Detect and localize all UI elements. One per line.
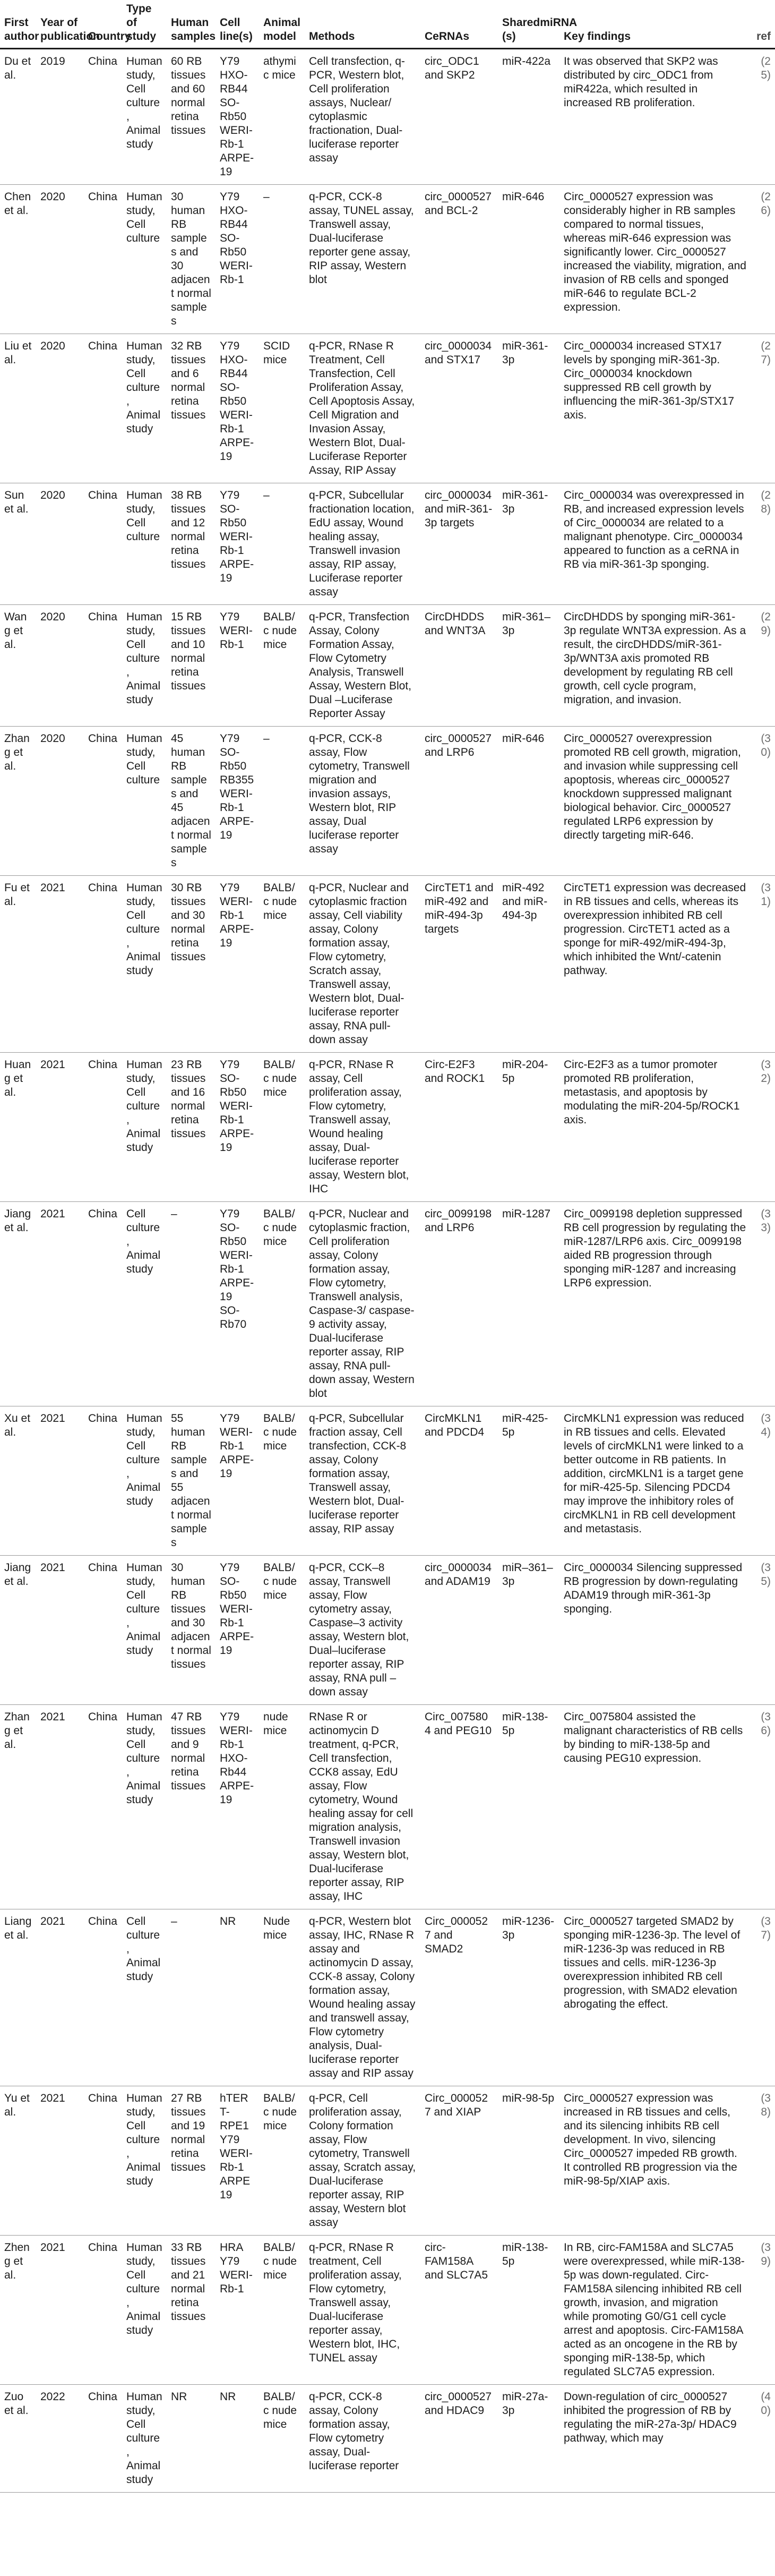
cell-cernas: circ-FAM158A and SLC7A5 — [420, 2236, 498, 2385]
cell-year: 2021 — [36, 1202, 84, 1406]
cell-cernas: Circ-E2F3 and ROCK1 — [420, 1053, 498, 1202]
cell-cernas: CircMKLN1 and PDCD4 — [420, 1406, 498, 1556]
cell-animal-model: BALB/c nude mice — [259, 1556, 305, 1705]
cell-methods: q-PCR, CCK–8 assay, Transwell assay, Flow cytometry assay, Caspase–3 activity assay, Western blot, Dual–luciferase reporter assay, RIP assay, RNA pull –down assay — [305, 1556, 420, 1705]
cell-key-findings: CircDHDDS by sponging miR-361-3p regulate WNT3A expression. As a result, the circDHDDS/miR-361-3p/WNT3A axis promoted RB development by regulating RB cell growth, cell cycle program, migration, and invasion. — [559, 605, 751, 727]
cell-animal-model: – — [259, 727, 305, 876]
cell-first-author: Du et al. — [0, 49, 36, 185]
header-ref: ref — [751, 0, 775, 49]
cell-human-samples: 45 human RB samples and 45 adjacent normal samples — [167, 727, 216, 876]
cell-shared-mirnas: miR-1287 — [498, 1202, 559, 1406]
cell-human-samples: 55 human RB samples and 55 adjacent normal samples — [167, 1406, 216, 1556]
table-row — [0, 1053, 775, 1202]
cell-cernas: circ_ODC1 and SKP2 — [420, 49, 498, 185]
cell-methods: q-PCR, CCK-8 assay, Flow cytometry, Transwell migration and invasion assays, Western blot, RIP assay, Dual luciferase reporter assay — [305, 727, 420, 876]
table-row — [0, 876, 775, 1053]
cell-ref: (37) — [751, 1909, 775, 2086]
cell-year: 2021 — [36, 1053, 84, 1202]
table-row — [0, 483, 775, 605]
cell-methods: q-PCR, Nuclear and cytoplasmic fraction assay, Cell viability assay, Colony formation assay, Flow cytometry, Scratch assay, Transwell assay, Western blot, Dual-luciferase reporter assay, RNA pull-down assay — [305, 876, 420, 1053]
table-row — [0, 727, 775, 876]
header-key-findings: Key findings — [559, 0, 751, 49]
cell-cell-lines: NR — [216, 1909, 259, 2086]
cell-human-samples: 15 RB tissues and 10 normal retina tissues — [167, 605, 216, 727]
cell-first-author: Zhang et al. — [0, 727, 36, 876]
table-row — [0, 1406, 775, 1556]
cell-ref: (32) — [751, 1053, 775, 1202]
cell-cernas: circ_0000527 and BCL-2 — [420, 185, 498, 334]
cell-year: 2021 — [36, 2236, 84, 2385]
cell-cell-lines: Y79 SO-Rb50 RB355 WERI-Rb-1 ARPE-19 — [216, 727, 259, 876]
header-methods: Methods — [305, 0, 420, 49]
cell-shared-mirnas: miR-138-5p — [498, 2236, 559, 2385]
cell-type-of-study: Human study, Cell culture, Animal study — [122, 1705, 167, 1909]
cell-shared-mirnas: miR-492 and miR-494-3p — [498, 876, 559, 1053]
cell-shared-mirnas: miR-204-5p — [498, 1053, 559, 1202]
cell-key-findings: Down-regulation of circ_0000527 inhibited the progression of RB by regulating the miR-27a-3p/ HDAC9 pathway, which may — [559, 2385, 751, 2493]
header-human-samples: Human samples — [167, 0, 216, 49]
header-animal-model: Animal model — [259, 0, 305, 49]
cell-human-samples: 30 human RB samples and 30 adjacent normal samples — [167, 185, 216, 334]
table-row — [0, 2086, 775, 2236]
cell-animal-model: BALB/c nude mice — [259, 1406, 305, 1556]
cell-ref: (30) — [751, 727, 775, 876]
cell-ref: (25) — [751, 49, 775, 185]
cell-first-author: Wang et al. — [0, 605, 36, 727]
cell-animal-model: BALB/c nude mice — [259, 1202, 305, 1406]
cell-methods: q-PCR, RNase R assay, Cell proliferation assay, Flow cytometry, Transwell assay, Wound healing assay, Dual-luciferase reporter assay, Western blot, IHC — [305, 1053, 420, 1202]
cell-country: China — [84, 876, 122, 1053]
cell-human-samples: NR — [167, 2385, 216, 2493]
cell-key-findings: Circ_0075804 assisted the malignant characteristics of RB cells by binding to miR-138-5p and causing PEG10 expression. — [559, 1705, 751, 1909]
cell-country: China — [84, 49, 122, 185]
cell-animal-model: BALB/c nude mice — [259, 1053, 305, 1202]
cell-year: 2020 — [36, 483, 84, 605]
cell-cernas: CircDHDDS and WNT3A — [420, 605, 498, 727]
cell-human-samples: 47 RB tissues and 9 normal retina tissues — [167, 1705, 216, 1909]
cell-animal-model: BALB/c nude mice — [259, 2086, 305, 2236]
cell-cell-lines: Y79 HXO-RB44 SO-Rb50 WERI-Rb-1 ARPE-19 — [216, 49, 259, 185]
table-row — [0, 2385, 775, 2493]
cell-ref: (35) — [751, 1556, 775, 1705]
cell-year: 2021 — [36, 1406, 84, 1556]
cell-shared-mirnas: miR–361–3p — [498, 1556, 559, 1705]
header-year: Year of publication — [36, 0, 84, 49]
cell-year: 2021 — [36, 1556, 84, 1705]
cell-methods: q-PCR, Nuclear and cytoplasmic fraction, Cell proliferation assay, Colony formation assay, Flow cytometry, Transwell analysis, Caspase-3/ caspase-9 activity assay, Dual-luciferase reporter assay, RIP assay, RNA pull-down assay, Western blot — [305, 1202, 420, 1406]
cell-ref: (27) — [751, 334, 775, 483]
cell-type-of-study: Human study, Cell culture, Animal study — [122, 2385, 167, 2493]
header-country: Country — [84, 0, 122, 49]
cell-country: China — [84, 334, 122, 483]
cell-cell-lines: Y79 SO-Rb50 WERI-Rb-1 ARPE-19 — [216, 1556, 259, 1705]
cell-type-of-study: Human study, Cell culture, Animal study — [122, 2086, 167, 2236]
cell-key-findings: Circ_0000034 increased STX17 levels by sponging miR-361-3p. Circ_0000034 knockdown suppressed RB cell growth by influencing the miR-361-3p/STX17 axis. — [559, 334, 751, 483]
cell-first-author: Liu et al. — [0, 334, 36, 483]
cell-shared-mirnas: miR-361-3p — [498, 334, 559, 483]
cell-cernas: Circ_0075804 and PEG10 — [420, 1705, 498, 1909]
table-row — [0, 1556, 775, 1705]
cell-country: China — [84, 185, 122, 334]
cell-country: China — [84, 2086, 122, 2236]
cell-ref: (28) — [751, 483, 775, 605]
cell-type-of-study: Cell culture, Animal study — [122, 1909, 167, 2086]
cell-ref: (36) — [751, 1705, 775, 1909]
cell-country: China — [84, 1202, 122, 1406]
cell-animal-model: Nude mice — [259, 1909, 305, 2086]
cell-animal-model: nude mice — [259, 1705, 305, 1909]
cell-cernas: circ_0000527 and HDAC9 — [420, 2385, 498, 2493]
cell-cernas: circ_0000527 and LRP6 — [420, 727, 498, 876]
cell-animal-model: – — [259, 483, 305, 605]
cell-methods: q-PCR, Subcellular fraction assay, Cell transfection, CCK-8 assay, Colony formation assay, Transwell assay, Western blot, Dual-luciferase reporter assay, RIP assay — [305, 1406, 420, 1556]
cell-country: China — [84, 483, 122, 605]
cell-key-findings: In RB, circ-FAM158A and SLC7A5 were overexpressed, while miR-138-5p was down-regulated. Circ-FAM158A silencing inhibited RB cell growth, invasion, and migration while promoting G0/G1 cell cycle arrest and apoptosis. Circ-FAM158A acted as an oncogene in the RB by sponging miR-138-5p, which regulated SLC7A5 expression. — [559, 2236, 751, 2385]
cell-year: 2020 — [36, 185, 84, 334]
cell-key-findings: Circ_0000034 Silencing suppressed RB progression by down-regulating ADAM19 through miR-361-3p sponging. — [559, 1556, 751, 1705]
cell-cernas: circ_0099198 and LRP6 — [420, 1202, 498, 1406]
cell-country: China — [84, 1053, 122, 1202]
cell-type-of-study: Cell culture, Animal study — [122, 1202, 167, 1406]
cell-country: China — [84, 1406, 122, 1556]
table-header-row — [0, 0, 775, 49]
cell-year: 2019 — [36, 49, 84, 185]
cell-methods: q-PCR, CCK-8 assay, Colony formation assay, Flow cytometry assay, Dual-luciferase reporter — [305, 2385, 420, 2493]
cell-type-of-study: Human study, Cell culture — [122, 483, 167, 605]
cell-key-findings: Circ_0000034 was overexpressed in RB, and increased expression levels of Circ_0000034 are related to a malignant phenotype. Circ_0000034 appeared to function as a ceRNA in RB via miR-361-3p sponging. — [559, 483, 751, 605]
cell-country: China — [84, 1705, 122, 1909]
cell-cell-lines: Y79 SO-Rb50 WERI-Rb-1 ARPE-19 — [216, 483, 259, 605]
cell-year: 2021 — [36, 1705, 84, 1909]
cell-first-author: Jiang et al. — [0, 1202, 36, 1406]
table-row — [0, 605, 775, 727]
cell-first-author: Zheng et al. — [0, 2236, 36, 2385]
cell-type-of-study: Human study, Cell culture, Animal study — [122, 876, 167, 1053]
cell-shared-mirnas: miR-361–3p — [498, 605, 559, 727]
cell-year: 2021 — [36, 876, 84, 1053]
cell-key-findings: Circ_0000527 expression was considerably higher in RB samples compared to normal tissues, whereas miR-646 expression was significantly lower. Circ_0000527 increased the viability, migration, and invasion of RB cells and sponged miR-646 to regulate BCL-2 expression. — [559, 185, 751, 334]
cell-methods: q-PCR, CCK-8 assay, TUNEL assay, Transwell assay, Dual-luciferase reporter gene assay, RIP assay, Western blot — [305, 185, 420, 334]
header-type-of-study: Type of study — [122, 0, 167, 49]
cell-shared-mirnas: miR-27a-3p — [498, 2385, 559, 2493]
cell-cell-lines: NR — [216, 2385, 259, 2493]
cell-ref: (29) — [751, 605, 775, 727]
cell-shared-mirnas: miR-138-5p — [498, 1705, 559, 1909]
cell-animal-model: BALB/c nude mice — [259, 605, 305, 727]
cell-key-findings: Circ_0099198 depletion suppressed RB cell progression by regulating the miR-1287/LRP6 axis. Circ_0099198 aided RB progression through sponging miR-1287 and increasing LRP6 expression. — [559, 1202, 751, 1406]
cell-first-author: Liang et al. — [0, 1909, 36, 2086]
cell-shared-mirnas: miR-646 — [498, 727, 559, 876]
cell-animal-model: BALB/c nude mice — [259, 876, 305, 1053]
cell-year: 2021 — [36, 1909, 84, 2086]
cell-first-author: Zhang et al. — [0, 1705, 36, 1909]
cell-key-findings: It was observed that SKP2 was distributed by circ_ODC1 from miR422a, which resulted in increased RB proliferation. — [559, 49, 751, 185]
table-row — [0, 1202, 775, 1406]
cell-type-of-study: Human study, Cell culture, Animal study — [122, 2236, 167, 2385]
cell-human-samples: 32 RB tissues and 6 normal retina tissues — [167, 334, 216, 483]
cell-type-of-study: Human study, Cell culture, Animal study — [122, 1053, 167, 1202]
cell-cernas: Circ_0000527 and SMAD2 — [420, 1909, 498, 2086]
cell-human-samples: – — [167, 1909, 216, 2086]
cell-key-findings: CircMKLN1 expression was reduced in RB tissues and cells. Elevated levels of circMKLN1 were linked to a better outcome in RB patients. In addition, circMKLN1 is a target gene for miR-425-5p. Silencing PDCD4 may improve the inhibitory roles of circMKLN1 in RB cell development and metastasis. — [559, 1406, 751, 1556]
cell-year: 2022 — [36, 2385, 84, 2493]
cell-first-author: Xu et al. — [0, 1406, 36, 1556]
cell-key-findings: Circ_0000527 targeted SMAD2 by sponging miR-1236-3p. The level of miR-1236-3p was reduced in RB tissues and cells. miR-1236-3p overexpression inhibited RB cell progression, with SMAD2 elevation abrogating the effect. — [559, 1909, 751, 2086]
table-row — [0, 185, 775, 334]
cell-cell-lines: Y79 SO-Rb50 WERI-Rb-1 ARPE-19 — [216, 1053, 259, 1202]
header-cernas: CeRNAs — [420, 0, 498, 49]
cell-country: China — [84, 2236, 122, 2385]
cell-type-of-study: Human study, Cell culture, Animal study — [122, 605, 167, 727]
cell-animal-model: SCID mice — [259, 334, 305, 483]
cell-key-findings: Circ_0000527 expression was increased in RB tissues and cells, and its silencing inhibits RB cell development. In vivo, silencing Circ_0000527 impeded RB growth. It controlled RB progression via the miR-98-5p/XIAP axis. — [559, 2086, 751, 2236]
cell-ref: (38) — [751, 2086, 775, 2236]
cell-human-samples: 33 RB tissues and 21 normal retina tissues — [167, 2236, 216, 2385]
cell-human-samples: 38 RB tissues and 12 normal retina tissues — [167, 483, 216, 605]
cell-ref: (33) — [751, 1202, 775, 1406]
cell-ref: (34) — [751, 1406, 775, 1556]
cell-year: 2020 — [36, 605, 84, 727]
cell-year: 2020 — [36, 334, 84, 483]
cell-year: 2021 — [36, 2086, 84, 2236]
cell-shared-mirnas: miR-1236-3p — [498, 1909, 559, 2086]
header-shared-mirnas: SharedmiRNA (s) — [498, 0, 559, 49]
cell-cernas: Circ_0000527 and XIAP — [420, 2086, 498, 2236]
cell-methods: Cell transfection, q-PCR, Western blot, Cell proliferation assays, Nuclear/ cytoplasmic fractionation, Dual-luciferase reporter assay — [305, 49, 420, 185]
cell-animal-model: BALB/c nude mice — [259, 2236, 305, 2385]
cell-first-author: Fu et al. — [0, 876, 36, 1053]
cell-first-author: Huang et al. — [0, 1053, 36, 1202]
cell-ref: (31) — [751, 876, 775, 1053]
cell-country: China — [84, 727, 122, 876]
cell-key-findings: Circ_0000527 overexpression promoted RB cell growth, migration, and invasion while suppressing cell apoptosis, whereas circ_0000527 knockdown suppressed malignant biological behavior. Circ_0000527 regulated LRP6 expression by directly targeting miR-646. — [559, 727, 751, 876]
cell-methods: q-PCR, Western blot assay, IHC, RNase R assay and actinomycin D assay, CCK-8 assay, Colony formation assay, Wound healing assay and transwell assay, Flow cytometry analysis, Dual-luciferase reporter assay and RIP assay — [305, 1909, 420, 2086]
cell-methods: q-PCR, Subcellular fractionation location, EdU assay, Wound healing assay, Transwell invasion assay, RIP assay, Luciferase reporter assay — [305, 483, 420, 605]
cell-human-samples: 30 human RB tissues and 30 adjacent normal tissues — [167, 1556, 216, 1705]
cell-cell-lines: Y79 SO-Rb50 WERI-Rb-1 ARPE-19 SO-Rb70 — [216, 1202, 259, 1406]
cell-type-of-study: Human study, Cell culture — [122, 727, 167, 876]
cell-human-samples: 23 RB tissues and 16 normal retina tissues — [167, 1053, 216, 1202]
cell-first-author: Yu et al. — [0, 2086, 36, 2236]
cell-type-of-study: Human study, Cell culture, Animal study — [122, 49, 167, 185]
cell-animal-model: – — [259, 185, 305, 334]
cell-shared-mirnas: miR-361-3p — [498, 483, 559, 605]
cell-methods: q-PCR, Transfection Assay, Colony Formation Assay, Flow Cytometry Analysis, Transwell Assay, Western Blot, Dual –Luciferase Reporter Assay — [305, 605, 420, 727]
cell-country: China — [84, 2385, 122, 2493]
cell-country: China — [84, 1909, 122, 2086]
cell-shared-mirnas: miR-98-5p — [498, 2086, 559, 2236]
cell-human-samples: – — [167, 1202, 216, 1406]
cell-cernas: circ_0000034 and STX17 — [420, 334, 498, 483]
cell-methods: RNase R or actinomycin D treatment, q-PCR, Cell transfection, CCK8 assay, EdU assay, Flow cytometry, Wound healing assay for cell migration analysis, Transwell invasion assay, Western blot, Dual-luciferase reporter assay, RIP assay, IHC — [305, 1705, 420, 1909]
cell-methods: q-PCR, Cell proliferation assay, Colony formation assay, Flow cytometry, Transwell assay, Scratch assay, Dual-luciferase reporter assay, RIP assay, Western blot assay — [305, 2086, 420, 2236]
cell-first-author: Jiang et al. — [0, 1556, 36, 1705]
cell-human-samples: 30 RB tissues and 30 normal retina tissues — [167, 876, 216, 1053]
cell-first-author: Chen et al. — [0, 185, 36, 334]
cell-human-samples: 27 RB tissues and 19 normal retina tissues — [167, 2086, 216, 2236]
cell-type-of-study: Human study, Cell culture — [122, 185, 167, 334]
cell-animal-model: BALB/c nude mice — [259, 2385, 305, 2493]
cell-cernas: circ_0000034 and ADAM19 — [420, 1556, 498, 1705]
cell-cell-lines: Y79 WERI-Rb-1 HXO-Rb44 ARPE-19 — [216, 1705, 259, 1909]
table-row — [0, 334, 775, 483]
table-row — [0, 1909, 775, 2086]
cell-country: China — [84, 1556, 122, 1705]
cell-ref: (39) — [751, 2236, 775, 2385]
cell-cell-lines: Y79 WERI-Rb-1 — [216, 605, 259, 727]
cell-human-samples: 60 RB tissues and 60 normal retina tissues — [167, 49, 216, 185]
cell-methods: q-PCR, RNase R Treatment, Cell Transfection, Cell Proliferation Assay, Cell Apoptosis Assay, Cell Migration and Invasion Assay, Western Blot, Dual-Luciferase Reporter Assay, RIP Assay — [305, 334, 420, 483]
cell-cell-lines: HRA Y79 WERI-Rb-1 — [216, 2236, 259, 2385]
cell-ref: (40) — [751, 2385, 775, 2493]
cell-year: 2020 — [36, 727, 84, 876]
cell-animal-model: athymic mice — [259, 49, 305, 185]
table-row — [0, 1705, 775, 1909]
cell-shared-mirnas: miR-422a — [498, 49, 559, 185]
table-row — [0, 49, 775, 185]
cell-cernas: circ_0000034 and miR-361-3p targets — [420, 483, 498, 605]
header-cell-lines: Cell line(s) — [216, 0, 259, 49]
cell-type-of-study: Human study, Cell culture, Animal study — [122, 1556, 167, 1705]
cell-cell-lines: Y79 WERI-Rb-1 ARPE-19 — [216, 1406, 259, 1556]
cell-type-of-study: Human study, Cell culture, Animal study — [122, 334, 167, 483]
cell-shared-mirnas: miR-425-5p — [498, 1406, 559, 1556]
cell-first-author: Zuo et al. — [0, 2385, 36, 2493]
cell-cell-lines: Y79 HXO-RB44 SO-Rb50 WERI-Rb-1 — [216, 185, 259, 334]
cell-ref: (26) — [751, 185, 775, 334]
cell-first-author: Sun et al. — [0, 483, 36, 605]
cell-shared-mirnas: miR-646 — [498, 185, 559, 334]
cell-methods: q-PCR, RNase R treatment, Cell proliferation assay, Flow cytometry, Transwell assay, Dual-luciferase reporter assay, Western blot, IHC, TUNEL assay — [305, 2236, 420, 2385]
cell-country: China — [84, 605, 122, 727]
table-body — [0, 49, 775, 2493]
table-row — [0, 2236, 775, 2385]
header-first-author: First author — [0, 0, 36, 49]
cell-key-findings: Circ-E2F3 as a tumor promoter promoted RB proliferation, metastasis, and apoptosis by modulating the miR-204-5p/ROCK1 axis. — [559, 1053, 751, 1202]
cell-cell-lines: Y79 WERI-Rb-1 ARPE-19 — [216, 876, 259, 1053]
cell-cernas: CircTET1 and miR-492 and miR-494-3p targets — [420, 876, 498, 1053]
cell-cell-lines: Y79 HXO-RB44 SO-Rb50 WERI-Rb-1 ARPE-19 — [216, 334, 259, 483]
cell-cell-lines: hTERT-RPE1 Y79 WERI-Rb-1 ARPE19 — [216, 2086, 259, 2236]
cell-key-findings: CircTET1 expression was decreased in RB tissues and cells, whereas its overexpression inhibited RB cell progression. CircTET1 acted as a sponge for miR-492/miR-494-3p, which inhibited the Wnt/-catenin pathway. — [559, 876, 751, 1053]
cell-type-of-study: Human study, Cell culture, Animal study — [122, 1406, 167, 1556]
